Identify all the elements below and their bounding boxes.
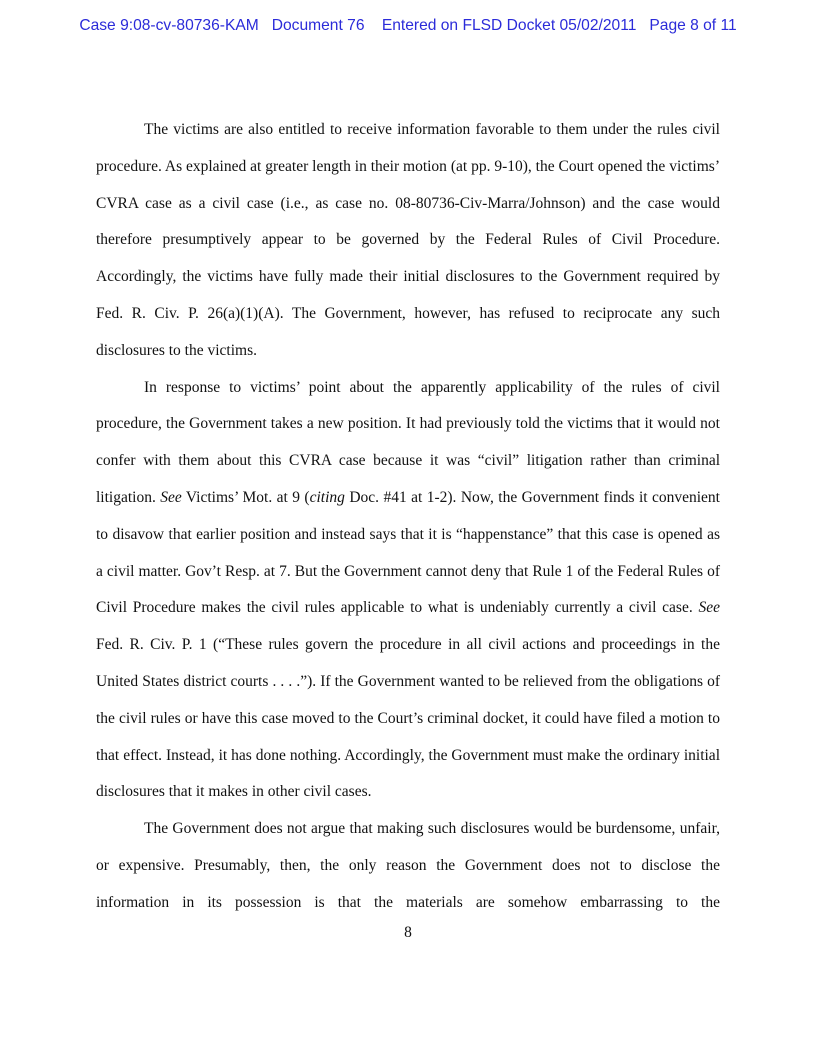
- paragraph-2: [96, 370, 720, 812]
- signal-see: See: [160, 488, 182, 506]
- paragraph-3-text: The Government does not argue that making such disclosures would be burdensome, unfair, or expensive. Presumably, then, the only reason the Government does not to disclose the information in its possession is that the materials are somehow embarrassing to the: [96, 820, 720, 911]
- paragraph-2-text-d: Fed. R. Civ. P. 1 (“These rules govern the procedure in all civil actions and proceedings in the United States district courts . . . .”). If the Government wanted to be relieved from the obligations of the civil rules or have this case moved to the Court’s criminal docket, it could have filed a motion to that effect. Instead, it has done nothing. Accordingly, the Government must make the ordinary initial disclosures that it makes in other civil cases.: [96, 636, 720, 801]
- paragraph-2-text-c: Doc. #41 at 1-2). Now, the Government finds it convenient to disavow that earlier position and instead says that it is “happenstance” that this case is opened as a civil matter. Gov’t Resp. at 7. But the Government cannot deny that Rule 1 of the Federal Rules of Civil Procedure makes the civil rules applicable to what is undeniably currently a civil case.: [96, 488, 720, 617]
- signal-citing: citing: [309, 488, 345, 506]
- document-body: [96, 112, 720, 922]
- signal-see: See: [698, 599, 720, 617]
- docket-header: Case 9:08-cv-80736-KAM Document 76 Entered on FLSD Docket 05/02/2011 Page 8 of 11: [79, 17, 737, 34]
- paragraph-2-text-b: Victims’ Mot. at 9 (: [181, 488, 310, 506]
- paragraph-1-text: The victims are also entitled to receive information favorable to them under the rules civil procedure. As explained at greater length in their motion (at pp. 9-10), the Court opened the victims’ CVRA case as a civil case (i.e., as case no. 08-80736-Civ-Marra/Johnson) and the case would therefore presumptively appear to be governed by the Federal Rules of Civil Procedure. Accordingly, the victims have fully made their initial disclosures to the Government required by Fed. R. Civ. P. 26(a)(1)(A). The Government, however, has refused to reciprocate any such disclosures to the victims.: [96, 121, 720, 359]
- paragraph-1: [96, 112, 720, 370]
- paragraph-2-text-a: In response to victims’ point about the apparently applicability of the rules of civil procedure, the Government takes a new position. It had previously told the victims that it would not confer with them about this CVRA case because it was “civil” litigation rather than criminal litigation.: [96, 378, 720, 506]
- page-number: 8: [404, 924, 412, 941]
- paragraph-3: [96, 811, 720, 921]
